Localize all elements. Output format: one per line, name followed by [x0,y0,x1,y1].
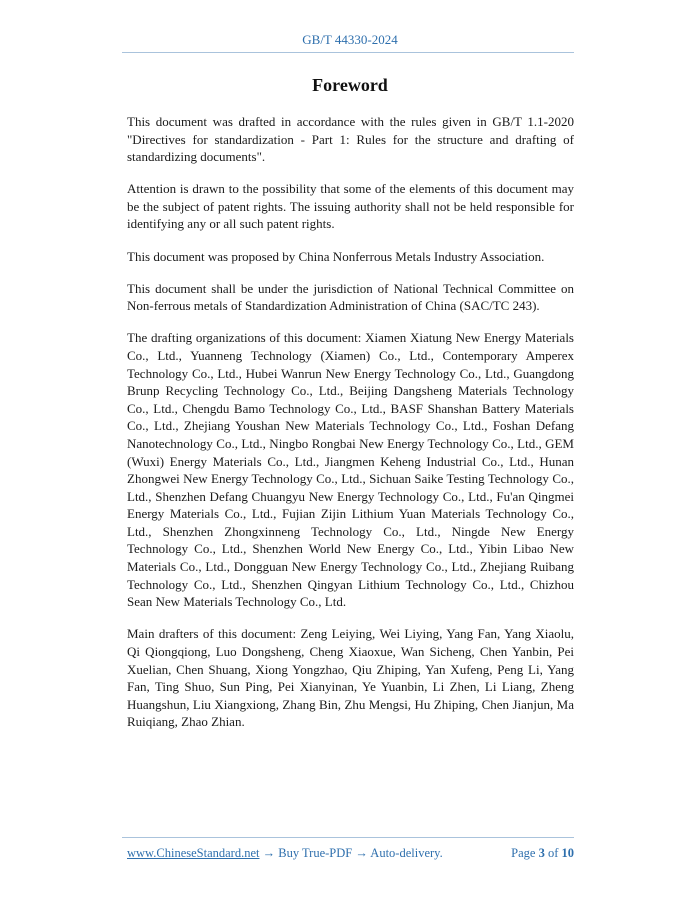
page-current: 3 [538,846,545,860]
footer-promo [127,846,443,861]
paragraph-drafting-rules: This document was drafted in accordance with the rules given in GB/T 1.1-2020 "Directives for standardization - Part 1: Rules for the structure and drafting of standardizing documents". [127,114,574,165]
page-number [511,846,574,861]
page-title: Foreword [312,75,388,95]
footer-divider [122,837,574,838]
paragraph-main-drafters: Main drafters of this document: Zeng Leiying, Wei Liying, Yang Fan, Yang Xiaolu, Qi Qiongqiong, Luo Dongsheng, Cheng Xiaoxue, Wan Sicheng, Chen Yanbin, Pei Xuelian, Chen Shuang, Xiong Yongzhao, Qiu Zhiping, Yan Xufeng, Peng Li, Yang Fan, Ting Shuo, Sun Ping, Pei Xianyinan, Ye Yuanbin, Li Zhen, Li Liang, Zheng Huangshun, Liu Xiangxiong, Zhang Bin, Zhu Mengsi, Hu Zhiping, Chen Jianjun, Ma Ruiqiang, Zhao Zhian. [127,626,574,730]
paragraph-jurisdiction: This document shall be under the jurisdiction of National Technical Committee on Non-ferrous metals of Standardization Administration of China (SAC/TC 243). [127,280,574,314]
page-of-label: of [547,846,559,860]
document-body [127,113,574,745]
standard-code-header: GB/T 44330-2024 [302,32,398,47]
page-label: Page [511,846,536,860]
page-total: 10 [561,846,574,860]
paragraph-proposed-by: This document was proposed by China Nonferrous Metals Industry Association. [127,248,545,264]
paragraph-patent-notice: Attention is drawn to the possibility that some of the elements of this document may be the subject of patent rights. The issuing authority shall not be held responsible for identifying any or all such patent rights. [127,181,574,232]
header-divider [122,52,574,53]
chinesestandard-link[interactable]: www.ChineseStandard.net [127,846,260,860]
paragraph-drafting-organizations: The drafting organizations of this document: Xiamen Xiatung New Energy Materials Co., Ltd., Yuanneng Technology (Xiamen) Co., Ltd., Contemporary Amperex Technology Co., Ltd., Hubei Wanrun New Energy Technology Co., Ltd., Guangdong Brunp Recycling Technology Co., Ltd., Beijing Dangsheng Materials Technology Co., Ltd., Chengdu Bamo Technology Co., Ltd., BASF Shanshan Battery Materials Co., Ltd., Zhejiang Youshan New Materials Technology Co., Ltd., Foshan Defang Nanotechnology Co., Ltd., Ningbo Rongbai New Energy Technology Co., Ltd., GEM (Wuxi) Energy Materials Co., Ltd., Jiangmen Keheng Industrial Co., Ltd., Hunan Zhongwei New Energy Technology Co., Ltd., Sichuan Saike Testing Technology Co., Ltd., Shenzhen Defang Chuangyu New Energy Technology Co., Ltd., Fu'an Qingmei Energy Materials Co., Ltd., Fujian Zijin Lithium Yuan Materials Technology Co., Ltd., Shenzhen Zhongxinneng Technology Co., Ltd., Ningde New Energy Technology Co., Ltd., Shenzhen World New Energy Co., Ltd., Yibin Libao New Materials Co., Ltd., Dongguan New Energy Technology Co., Ltd., Zhejiang Ruibang Technology Co., Ltd., Shenzhen Qingyan Lithium Technology Co., Ltd., Chizhou Sean New Materials Technology Co., Ltd. [127,330,574,610]
footer-promo-text: → Buy True-PDF → Auto-delivery. [259,846,443,860]
